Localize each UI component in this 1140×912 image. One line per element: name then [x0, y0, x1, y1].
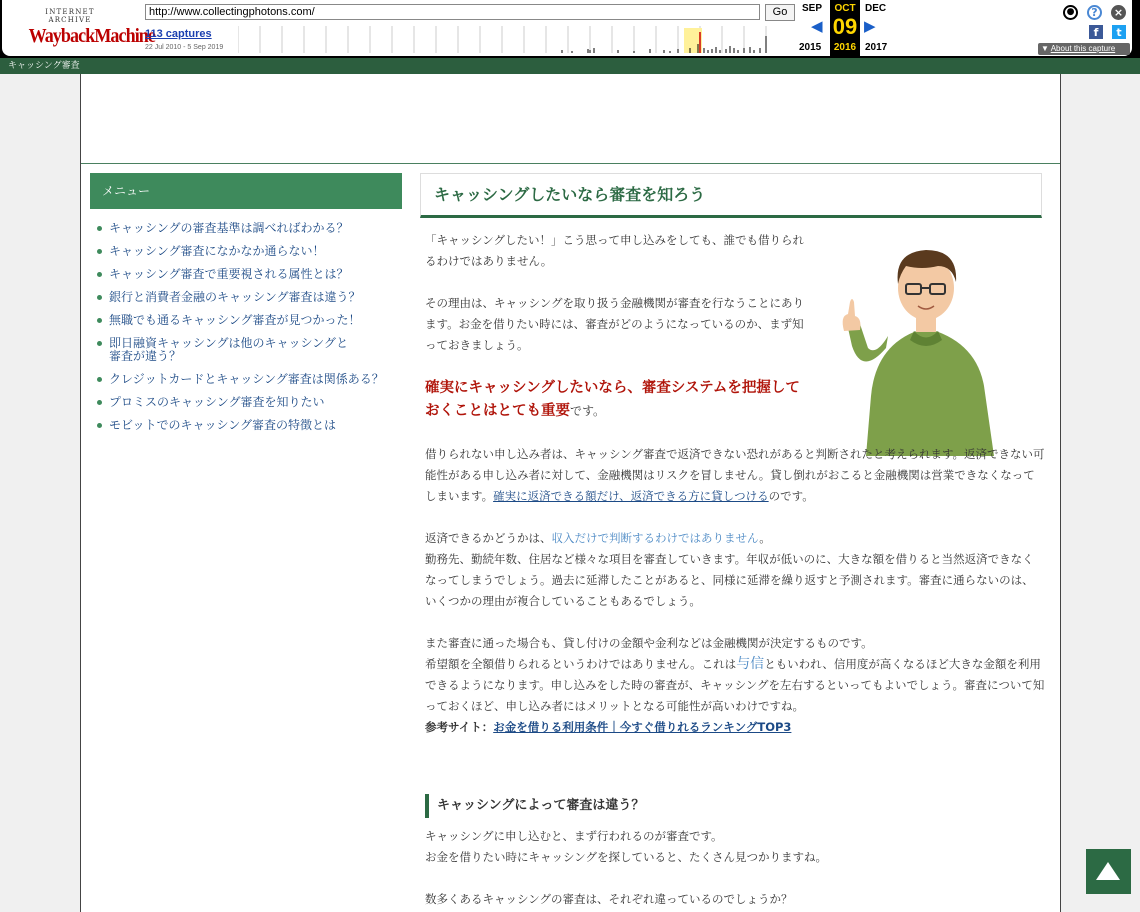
article-body-2: [425, 826, 1045, 910]
sidebar-item-4[interactable]: 銀行と消費者金融のキャッシング審査は違う？: [97, 291, 387, 304]
current-day: 09: [832, 14, 858, 39]
sidebar-menu-title: メニュー: [90, 173, 402, 209]
capture-date-range: 22 Jul 2010 - 5 Sep 2019: [145, 44, 224, 51]
paragraph-3-end: のです。: [768, 489, 814, 503]
back-to-top-button[interactable]: [1086, 849, 1131, 894]
reference-site-link[interactable]: お金を借りる利用条件｜今すぐ借りれるランキングTOP3: [493, 720, 792, 734]
paragraph-7: 数多くあるキャッシングの審査は、それぞれ違っているのでしょうか？: [425, 892, 793, 906]
page-title: キャッシングしたいなら審査を知ろう: [420, 173, 1042, 218]
next-capture-arrow-icon[interactable]: ▶: [864, 17, 876, 35]
prev-year-link[interactable]: 2015: [799, 42, 822, 53]
help-icon[interactable]: ?: [1087, 5, 1102, 20]
go-button[interactable]: Go: [765, 4, 795, 21]
article-body: [425, 230, 1045, 738]
prev-month-link[interactable]: SEP: [802, 3, 823, 14]
paragraph-6-line2: お金を借りたい時にキャッシングを探していると、たくさん見つかりますね。: [425, 850, 827, 864]
wayback-toolbar: [0, 0, 1140, 58]
paragraph-4-text: 勤務先、勤続年数、住居など様々な項目を審査していきます。年収が低いのに、大きな額を借りると当然返済できなくなってしまうでしょう。過去に延滞したことがあると、同様に延滞を繰り返すと予測されます。審査に通らないのは、いくつかの理由が複合していることもあるでしょう。: [425, 552, 1034, 608]
wayback-logo-text: WaybackMachine: [28, 25, 156, 47]
site-header: [81, 74, 1060, 164]
about-capture-label: About this capture: [1050, 44, 1116, 53]
sidebar-item-1[interactable]: キャッシングの審査基準は調べればわかる？: [97, 222, 387, 235]
sidebar-item-2[interactable]: キャッシング審査になかなか通らない！: [97, 245, 387, 258]
income-link[interactable]: 収入だけで判断するわけではありません: [551, 531, 760, 545]
site-strip-text: キャッシング審査: [8, 61, 80, 71]
paragraph-6: [425, 826, 1045, 868]
paragraph-4-mid: 。: [759, 531, 771, 545]
about-capture-button[interactable]: ▼ About this capture: [1038, 43, 1130, 55]
url-input[interactable]: [145, 4, 760, 20]
capture-sparkline[interactable]: [238, 26, 774, 53]
sidebar-item-6[interactable]: 即日融資キャッシングは他のキャッシングと審査が違う？: [97, 337, 387, 363]
wayback-logo[interactable]: [24, 8, 156, 47]
highlight-end: です。: [570, 404, 606, 418]
paragraph-5-text: ともいわれ、信用度が高くなるほど大きな金額を利用できるようになります。申し込みをした時の審査が、キャッシングを左右するといってもよいでしょう。審査について知っておくほど、申し込み者にはメリットとなる可能性が高いわけですね。: [425, 657, 1045, 713]
site-top-strip: [0, 58, 1140, 74]
highlight-text: [425, 377, 805, 423]
paragraph-5-first: また審査に通った場合も、貸し付けの金額や金利などは金融機関が決定するものです。: [425, 636, 873, 650]
twitter-icon[interactable]: t: [1112, 25, 1126, 39]
sidebar-item-7[interactable]: クレジットカードとキャッシング審査は関係ある？: [97, 373, 387, 386]
reference-label: 参考サイト：: [425, 720, 494, 734]
close-icon[interactable]: ×: [1111, 5, 1126, 20]
sidebar-item-5[interactable]: 無職でも通るキャッシング審査が見つかった！: [97, 314, 387, 327]
next-month-link[interactable]: DEC: [865, 3, 887, 14]
facebook-icon[interactable]: f: [1089, 25, 1103, 39]
paragraph-2: その理由は、キャッシングを取り扱う金融機関が審査を行なうことにあります。お金を借りたい時には、審査がどのようになっているのか、まず知っておきましょう。: [425, 296, 804, 352]
current-capture-date: [830, 0, 860, 56]
captures-link[interactable]: 113 captures: [145, 28, 212, 40]
paragraph-3: [425, 444, 1045, 507]
paragraph-4-start: 返済できるかどうかは、: [425, 531, 552, 545]
paragraph-5-start: 希望額を全額借りられるというわけではありません。これは: [425, 657, 737, 671]
user-icon[interactable]: ●: [1063, 5, 1078, 20]
sidebar-item-3[interactable]: キャッシング審査で重要視される属性とは？: [97, 268, 387, 281]
paragraph-4: [425, 528, 1045, 612]
sidebar-menu: [97, 222, 387, 442]
next-year-link[interactable]: 2017: [865, 42, 888, 53]
page-container: [80, 74, 1061, 912]
current-month: OCT: [834, 3, 856, 14]
paragraph-5: [425, 633, 1045, 738]
highlight-main: 確実にキャッシングしたいなら、審査システムを把握しておくことはとても重要: [425, 380, 800, 419]
section-heading: キャッシングによって審査は違う？: [425, 794, 1039, 818]
sidebar-item-8[interactable]: プロミスのキャッシング審査を知りたい: [97, 396, 387, 409]
paragraph-6-line1: キャッシングに申し込むと、まず行われるのが審査です。: [425, 829, 723, 843]
paragraph-1: 「キャッシングしたい！」こう思って申し込みをしても、誰でも借りられるわけではありません。: [425, 233, 804, 268]
ia-label: INTERNET ARCHIVE: [45, 8, 95, 24]
wayback-panel: [2, 0, 1132, 56]
sidebar-item-9[interactable]: モビットでのキャッシング審査の特徴とは: [97, 419, 387, 432]
repay-link[interactable]: 確実に返済できる額だけ、返済できる方に貸しつける: [493, 489, 769, 503]
prev-capture-arrow-icon[interactable]: ◀: [811, 17, 823, 35]
current-year: 2016: [833, 42, 857, 53]
paragraph-3-text: 借りられない申し込み者は、キャッシング審査で返済できない恐れがあると判断されたと考えられます。返済できない可能性がある申し込み者に対して、金融機関はリスクを冒しません。貸し倒れがおこると金融機関は営業できなくなってしまいます。: [425, 447, 1045, 503]
credit-link[interactable]: 与信: [736, 656, 765, 672]
